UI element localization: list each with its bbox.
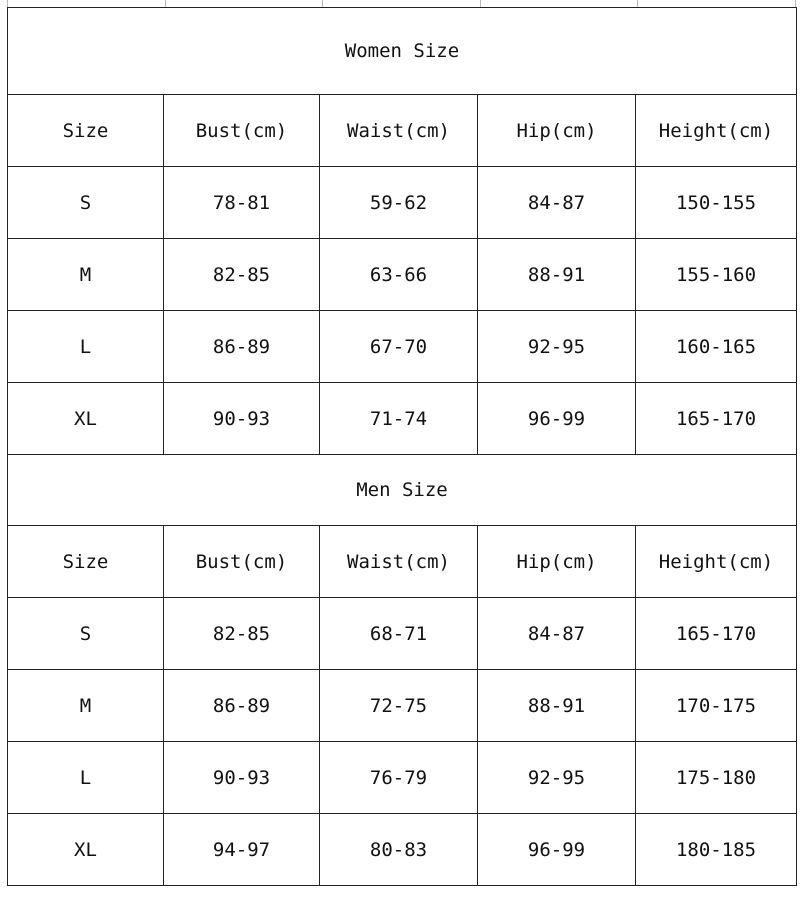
table-cell: 59-62 [320, 167, 478, 239]
women-title-row [8, 8, 797, 95]
table-cell: 63-66 [320, 239, 478, 311]
table-cell: 78-81 [164, 167, 320, 239]
table-cell: 180-185 [636, 814, 797, 886]
men-header-row [8, 526, 797, 598]
table-cell: 86-89 [164, 311, 320, 383]
header-cell: Height(cm) [636, 526, 797, 598]
table-cell: M [8, 239, 164, 311]
table-row [8, 814, 797, 886]
table-row [8, 311, 797, 383]
table-row [8, 598, 797, 670]
table-cell: 71-74 [320, 383, 478, 455]
table-cell: XL [8, 814, 164, 886]
men-size-title: Men Size [8, 455, 797, 526]
table-row [8, 670, 797, 742]
table-cell: XL [8, 383, 164, 455]
table-cell: 90-93 [164, 742, 320, 814]
table-cell: L [8, 742, 164, 814]
women-size-title: Women Size [8, 8, 797, 95]
size-chart-table [7, 7, 797, 886]
table-cell: 86-89 [164, 670, 320, 742]
table-cell: 92-95 [478, 311, 636, 383]
table-cell: 160-165 [636, 311, 797, 383]
table-cell: S [8, 167, 164, 239]
table-cell: 88-91 [478, 670, 636, 742]
table-cell: 84-87 [478, 167, 636, 239]
header-cell: Waist(cm) [320, 526, 478, 598]
table-cell: 155-160 [636, 239, 797, 311]
table-cell: 165-170 [636, 598, 797, 670]
table-cell: 72-75 [320, 670, 478, 742]
table-cell: 76-79 [320, 742, 478, 814]
table-cell: 94-97 [164, 814, 320, 886]
table-cell: 170-175 [636, 670, 797, 742]
table-cell: 90-93 [164, 383, 320, 455]
header-cell: Height(cm) [636, 95, 797, 167]
table-cell: 175-180 [636, 742, 797, 814]
table-row [8, 742, 797, 814]
header-cell: Bust(cm) [164, 95, 320, 167]
table-cell: 92-95 [478, 742, 636, 814]
header-cell: Size [8, 526, 164, 598]
header-cell: Hip(cm) [478, 526, 636, 598]
table-cell: 96-99 [478, 814, 636, 886]
men-title-row [8, 455, 797, 526]
table-cell: 84-87 [478, 598, 636, 670]
women-header-row [8, 95, 797, 167]
header-cell: Hip(cm) [478, 95, 636, 167]
table-cell: 67-70 [320, 311, 478, 383]
table-cell: 82-85 [164, 598, 320, 670]
table-cell: 82-85 [164, 239, 320, 311]
header-cell: Size [8, 95, 164, 167]
header-cell: Waist(cm) [320, 95, 478, 167]
table-row [8, 167, 797, 239]
table-cell: S [8, 598, 164, 670]
table-cell: 68-71 [320, 598, 478, 670]
table-cell: L [8, 311, 164, 383]
table-cell: 80-83 [320, 814, 478, 886]
table-cell: 88-91 [478, 239, 636, 311]
header-cell: Bust(cm) [164, 526, 320, 598]
table-cell: 96-99 [478, 383, 636, 455]
table-row [8, 239, 797, 311]
table-cell: M [8, 670, 164, 742]
table-cell: 150-155 [636, 167, 797, 239]
table-row [8, 383, 797, 455]
table-cell: 165-170 [636, 383, 797, 455]
